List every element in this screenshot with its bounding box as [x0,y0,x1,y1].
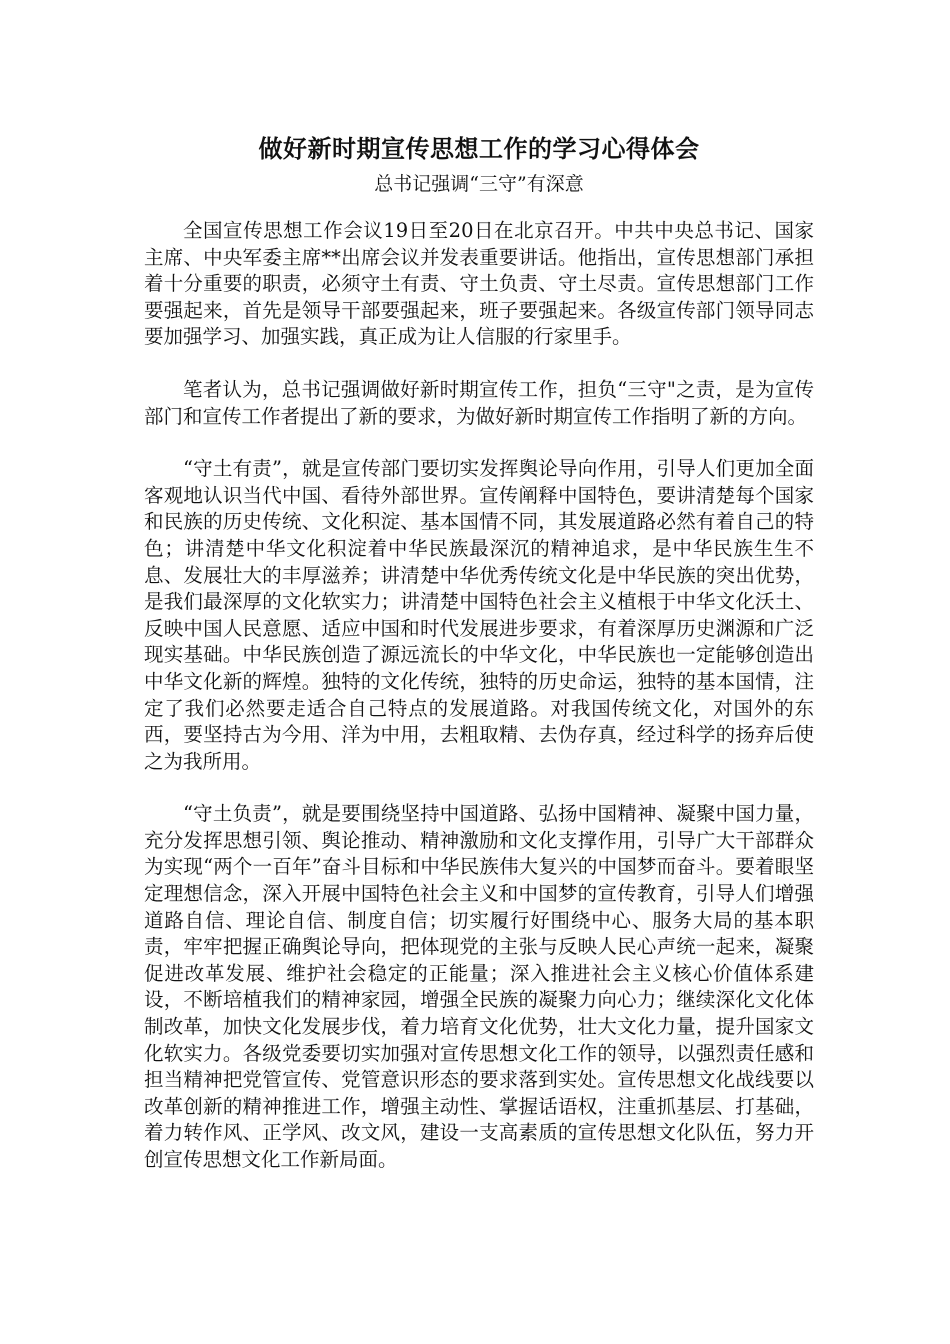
paragraph: “守土负责”，就是要围绕坚持中国道路、弘扬中国精神、凝聚中国力量，充分发挥思想引领、舆论推动、精神激励和文化支撑作用，引导广大干部群众为实现“两个一百年”奋斗目标和中华民族伟大复兴的中国梦而奋斗。要着眼坚定理想信念，深入开展中国特色社会主义和中国梦的宣传教育，引导人们增强道路自信、理论自信、制度自信；切实履行好围绕中心、服务大局的基本职责，牢牢把握正确舆论导向，把体现党的主张与反映人民心声统一起来，凝聚促进改革发展、维护社会稳定的正能量；深入推进社会主义核心价值体系建设，不断培植我们的精神家园，增强全民族的凝聚力向心力；继续深化文化体制改革，加快文化发展步伐，着力培育文化优势，壮大文化力量，提升国家文化软实力。各级党委要切实加强对宣传思想文化工作的领导，以强烈责任感和担当精神把党管宣传、党管意识形态的要求落到实处。宣传思想文化战线要以改革创新的精神推进工作，增强主动性、掌握话语权，注重抓基层、打基础，着力转作风、正学风、改文风，建设一支高素质的宣传思想文化队伍，努力开创宣传思想文化工作新局面。 [144,802,814,1171]
paragraph: “守土有责”，就是宣传部门要切实发挥舆论导向作用，引导人们更加全面客观地认识当代中国、看待外部世界。宣传阐释中国特色，要讲清楚每个国家和民族的历史传统、文化积淀、基本国情不同，其发展道路必然有着自己的特色；讲清楚中华文化积淀着中华民族最深沉的精神追求，是中华民族生生不息、发展壮大的丰厚滋养；讲清楚中华优秀传统文化是中华民族的突出优势，是我们最深厚的文化软实力；讲清楚中国特色社会主义植根于中华文化沃土、反映中国人民意愿、适应中国和时代发展进步要求，有着深厚历史渊源和广泛现实基础。中华民族创造了源远流长的中华文化，中华民族也一定能够创造出中华文化新的辉煌。独特的文化传统，独特的历史命运，独特的基本国情，注定了我们必然要走适合自己特点的发展道路。对我国传统文化，对国外的东西，要坚持古为今用、洋为中用，去粗取精、去伪存真，经过科学的扬弃后使之为我所用。 [144,457,814,773]
paragraph: 笔者认为，总书记强调做好新时期宣传工作，担负“三守"之责，是为宣传部门和宣传工作者提出了新的要求，为做好新时期宣传工作指明了新的方向。 [144,377,814,428]
document-subtitle: 总书记强调“三守”有深意 [374,173,584,195]
document-title: 做好新时期宣传思想工作的学习心得体会 [258,134,700,163]
document-page [144,132,814,1200]
paragraph: 全国宣传思想工作会议19日至20日在北京召开。中共中央总书记、国家主席、中央军委主席**出席会议并发表重要讲话。他指出，宣传思想部门承担着十分重要的职责，必须守土有责、守土负责、守土尽责。宣传思想部门工作要强起来，首先是领导干部要强起来，班子要强起来。各级宣传部门领导同志要加强学习、加强实践，真正成为让人信服的行家里手。 [144,219,814,349]
